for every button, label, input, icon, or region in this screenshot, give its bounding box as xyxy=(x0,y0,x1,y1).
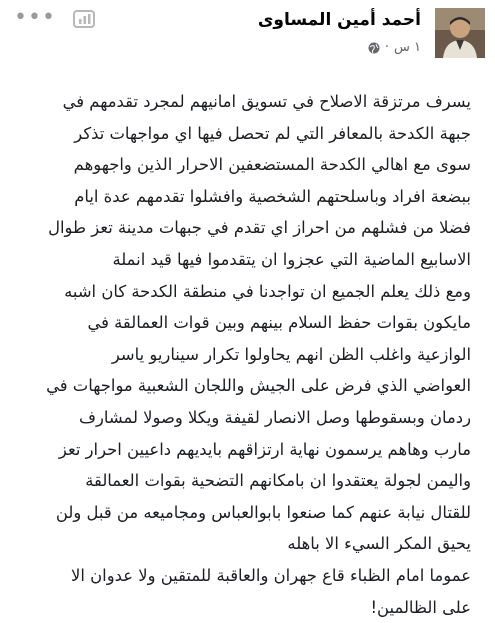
share-icon[interactable] xyxy=(72,8,98,30)
post-line: يحيق المكر السيء الا باهله xyxy=(15,528,471,560)
author-avatar[interactable] xyxy=(435,8,485,58)
more-options-icon[interactable]: ••• xyxy=(14,8,56,28)
post-line: الاسابيع الماضية التي عجزوا ان يتقدموا فيها قيد انملة xyxy=(15,244,471,276)
post-line: للقتال نيابة عنهم كما صنعوا بابوالعباس ومجاميعه من قبل ولن xyxy=(15,497,471,529)
post-line: يسرف مرتزقة الاصلاح في تسويق امانيهم لمجرد تقدمهم في xyxy=(15,86,471,118)
dot-separator: · xyxy=(385,40,389,55)
post-line: ردمان وبسقوطها وصل الانصار لقيفة ويكلا وصولا لمشارف xyxy=(15,402,471,434)
post-line: واليمن لجولة يعتقدوا ان بامكانهم التضحية بقوات العمالقة xyxy=(15,465,471,497)
post-line: سوى مع اهالي الكدحة المستضعفين الاحرار الذين واجهوهم xyxy=(15,149,471,181)
post-meta xyxy=(368,40,421,55)
post-header xyxy=(0,0,495,70)
post-line: مارب وهاهم يرسمون نهاية ارتزاقهم بايديهم داعيين احرار تعز xyxy=(15,434,471,466)
post-author-name[interactable]: أحمد أمين المساوى xyxy=(258,10,421,30)
post-line: الوازعية واغلب الظن انهم يحاولوا تكرار سيناريو ياسر xyxy=(15,339,471,371)
post-line: ببضعة افراد وباسلحتهم الشخصية وافشلوا تقدمهم عدة ايام xyxy=(15,181,471,213)
post-line: ومع ذلك يعلم الجميع ان تواجدنا في منطقة الكدحة كان اشبه xyxy=(15,276,471,308)
post-line: مايكون بقوات حفظ السلام بينهم وبين قوات العمالقة في xyxy=(15,307,471,339)
post-line: على الظالمين! xyxy=(15,592,471,623)
post-body xyxy=(15,86,471,623)
post-line: عموما امام الظباء قاع جهران والعاقبة للمتقين ولا عدوان الا xyxy=(15,560,471,592)
post-line: فضلا من فشلهم من احراز اي تقدم في جبهات مدينة تعز طوال xyxy=(15,212,471,244)
globe-icon xyxy=(368,42,380,54)
post-line: العواضي الذي فرض على الجيش واللجان الشعبية مواجهات في xyxy=(15,370,471,402)
post-line: جبهة الكدحة بالمعافر التي لم تحصل فيها اي مواجهات تذكر xyxy=(15,118,471,150)
post-time[interactable]: ١ س xyxy=(394,40,421,55)
